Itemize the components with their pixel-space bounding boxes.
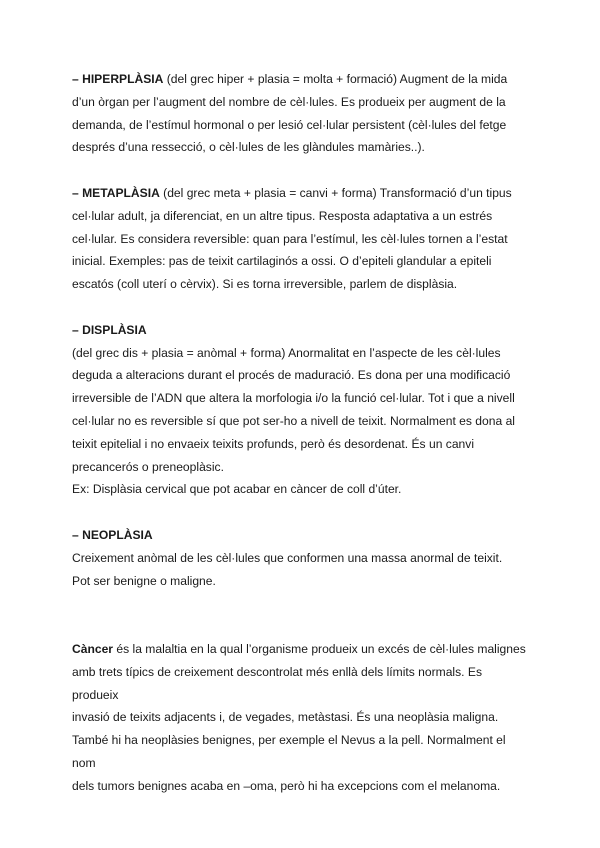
term-heading: – DISPLÀSIA (72, 322, 147, 337)
spacer (72, 592, 542, 615)
paragraph-line: També hi ha neoplàsies benignes, per exemple el Nevus a la pell. Normalment el (72, 733, 506, 748)
example-line: Ex: Displàsia cervical que pot acabar en càncer de coll d’úter. (72, 482, 402, 497)
section-neoplasia (72, 524, 542, 592)
paragraph-line: nom (72, 755, 96, 770)
definition-text: és la malaltia en la qual l’organisme produeix un excés de cèl·lules malignes (113, 641, 526, 656)
paragraph-line: amb trets típics de creixement descontrolat més enllà dels límits normals. Es (72, 664, 483, 679)
term-heading: – NEOPLÀSIA (72, 527, 153, 542)
paragraph-line: dels tumors benignes acaba en –oma, però hi ha excepcions com el melanoma. (72, 778, 501, 793)
definition-text: (del grec meta + plasia = canvi + forma) Transformació d’un tipus (159, 185, 512, 200)
section-metaplasia (72, 182, 542, 296)
paragraph-line: cel·lular no es reversible sí que pot ser-ho a nivell de teixit. Normalment es dona al (72, 413, 515, 428)
paragraph-line: cel·lular. Es considera reversible: quan para l’estímul, les cèl·lules tornen a l’estat (72, 231, 508, 246)
paragraph-line: Pot ser benigne o maligne. (72, 573, 216, 588)
paragraph-line: irreversible de l’ADN que altera la morfologia i/o la funció cel·lular. Tot i que a nivell (72, 391, 515, 406)
section-cancer (72, 638, 542, 798)
spacer (72, 296, 542, 319)
paragraph-line: precancerós o preneoplàsic. (72, 459, 224, 474)
term-heading: Càncer (72, 641, 114, 656)
paragraph-line: Creixement anòmal de les cèl·lules que conformen una massa anormal de teixit. (72, 550, 503, 565)
paragraph-line (72, 68, 542, 91)
paragraph-line: d’un òrgan per l’augment del nombre de cèl·lules. Es produeix per augment de la (72, 94, 506, 109)
spacer (72, 159, 542, 182)
document-page (72, 68, 542, 798)
paragraph-line (72, 638, 542, 661)
definition-text: (del grec hiper + plasia = molta + formació) Augment de la mida (163, 72, 508, 86)
paragraph-line (72, 182, 542, 205)
paragraph-line: després d’una ressecció, o cèl·lules de les glàndules mamàries..). (72, 140, 425, 155)
paragraph-line: (del grec dis + plasia = anòmal + forma) Anormalitat en l’aspecte de les cèl·lules (72, 345, 501, 360)
section-displasia (72, 319, 542, 501)
paragraph-line: produeix (72, 687, 119, 702)
term-heading: – HIPERPLÀSIA (72, 72, 164, 86)
paragraph-line: escatós (coll uterí o cèrvix). Si es torna irreversible, parlem de displàsia. (72, 277, 458, 292)
paragraph-line: deguda a alteracions durant el procés de maduració. Es dona per una modificació (72, 368, 511, 383)
paragraph-line: demanda, de l’estímul hormonal o per lesió cel·lular persistent (cèl·lules del fetge (72, 117, 507, 132)
paragraph-line: teixit epitelial i no envaeix teixits profunds, però és desordenat. És un canvi (72, 436, 475, 451)
section-hiperplasia (72, 68, 542, 159)
paragraph-line: cel·lular adult, ja diferenciat, en un altre tipus. Resposta adaptativa a un estrés (72, 208, 493, 223)
paragraph-line: inicial. Exemples: pas de teixit cartilaginós a ossi. O d’epiteli glandular a epiteli (72, 254, 492, 269)
spacer (72, 615, 542, 638)
spacer (72, 501, 542, 524)
term-heading: – METAPLÀSIA (72, 185, 160, 200)
paragraph-line: invasió de teixits adjacents i, de vegades, metàstasi. És una neoplàsia maligna. (72, 710, 499, 725)
